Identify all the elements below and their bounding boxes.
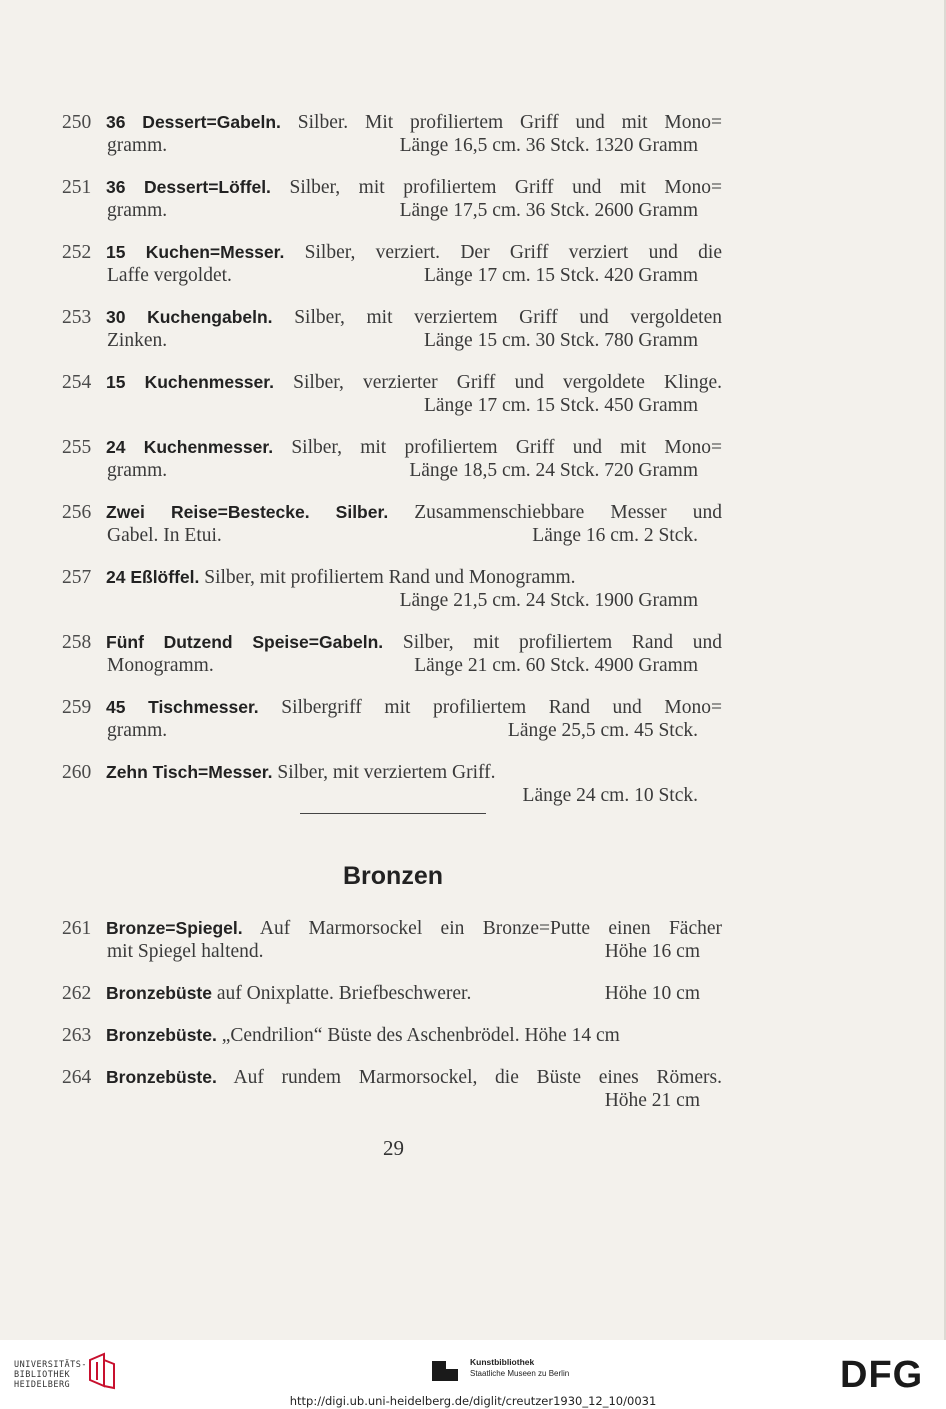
entry-number: 253 [62, 307, 92, 328]
entry-number: 263 [62, 1025, 92, 1046]
catalog-entry [62, 1024, 722, 1047]
entry-title: 36 Dessert=Gabeln. [106, 112, 281, 132]
bronze-entries [62, 917, 722, 1131]
university-library-logo-icon[interactable] [86, 1352, 116, 1390]
catalog-entry [62, 176, 722, 222]
dfg-logo[interactable]: DFG [840, 1354, 924, 1396]
section-title: Bronzen [343, 862, 443, 890]
entry-title: Bronze=Spiegel. [106, 918, 243, 938]
entry-title: 24 Kuchenmesser. [106, 437, 274, 457]
entry-measure: Länge 18,5 cm. 24 Stck. 720 Gramm [409, 460, 698, 481]
footer-bar [0, 1340, 946, 1409]
entry-number: 250 [62, 112, 92, 133]
catalog-entry [62, 982, 722, 1005]
kunstbibliothek-sub: Staatliche Museen zu Berlin [470, 1369, 570, 1378]
entry-title: Bronzebüste [106, 983, 212, 1003]
entry-continuation: gramm. [107, 460, 168, 481]
entry-measure: Länge 17 cm. 15 Stck. 420 Gramm [423, 265, 698, 286]
entry-title: Fünf Dutzend Speise=Gabeln. [106, 632, 384, 652]
entry-description: „Cendrilion“ Büste des Aschenbrödel. Höhe 14 cm [221, 1025, 620, 1046]
entry-measure: Länge 21 cm. 60 Stck. 4900 Gramm [414, 655, 698, 676]
entry-title: 15 Kuchen=Messer. [106, 242, 285, 262]
entry-continuation: Zinken. [107, 330, 168, 351]
catalog-entry [62, 761, 722, 807]
entry-number: 258 [62, 632, 92, 653]
entry-description: Silber, mit verziertem Griff. [277, 762, 496, 783]
entry-number: 257 [62, 567, 92, 588]
entry-description: Silbergriff mit profiliertem Rand und Mono= [281, 697, 723, 718]
entry-measure: Höhe 10 cm [604, 983, 700, 1004]
kunstbibliothek-link[interactable] [432, 1357, 632, 1387]
catalog-entry [62, 566, 722, 612]
catalog-entry [62, 917, 722, 963]
catalog-entry [62, 436, 722, 482]
entry-title: 45 Tischmesser. [106, 697, 259, 717]
entry-number: 259 [62, 697, 92, 718]
catalog-entry [62, 371, 722, 417]
entry-title: 36 Dessert=Löffel. [106, 177, 271, 197]
entry-description: Silber, mit profiliertem Griff und mit Mono= [291, 437, 723, 458]
entry-number: 255 [62, 437, 92, 458]
entry-description: Silber, verzierter Griff und vergoldete Klinge. [293, 372, 723, 393]
entry-continuation: gramm. [107, 135, 168, 156]
catalog-entry [62, 111, 722, 157]
entry-description: Silber, mit profiliertem Griff und mit Mono= [289, 177, 723, 198]
university-library-label[interactable]: UNIVERSITÄTS- BIBLIOTHEK HEIDELBERG [14, 1360, 88, 1390]
entry-title: Zwei Reise=Bestecke. Silber. [106, 502, 389, 522]
entry-number: 262 [62, 983, 92, 1004]
entry-continuation: mit Spiegel haltend. [107, 941, 264, 962]
kunstbibliothek-name: Kunstbibliothek [470, 1357, 535, 1367]
entry-description: Silber, mit profiliertem Rand und [402, 632, 723, 653]
entry-measure: Länge 21,5 cm. 24 Stck. 1900 Gramm [399, 590, 698, 611]
entry-number: 256 [62, 502, 92, 523]
entry-title: Bronzebüste. [106, 1025, 217, 1045]
catalog-entry [62, 696, 722, 742]
entry-number: 261 [62, 918, 92, 939]
entry-measure: Länge 25,5 cm. 45 Stck. [507, 720, 698, 741]
catalog-entry [62, 241, 722, 287]
entry-description: auf Onixplatte. Briefbeschwerer. [216, 983, 472, 1004]
entry-description: Zusammenschiebbare Messer und [414, 502, 722, 523]
entry-title: 24 Eßlöffel. [106, 567, 200, 587]
catalog-entry [62, 631, 722, 677]
section-divider [300, 813, 486, 814]
entry-description: Auf Marmorsockel ein Bronze=Putte einen Fächer [259, 918, 722, 939]
entry-continuation: Laffe vergoldet. [107, 265, 232, 286]
entry-description: Silber. Mit profiliertem Griff und mit Mono= [297, 112, 723, 133]
entry-measure: Länge 15 cm. 30 Stck. 780 Gramm [423, 330, 698, 351]
entry-number: 252 [62, 242, 92, 263]
entry-number: 264 [62, 1067, 92, 1088]
entry-measure: Höhe 21 cm [604, 1090, 700, 1111]
entry-title: Bronzebüste. [106, 1067, 217, 1087]
entry-measure: Länge 17,5 cm. 36 Stck. 2600 Gramm [399, 200, 698, 221]
entry-measure: Länge 16 cm. 2 Stck. [532, 525, 698, 546]
entry-description: Silber, mit verziertem Griff und vergoldeten [294, 307, 723, 328]
entry-title: Zehn Tisch=Messer. [106, 762, 273, 782]
catalog-entry [62, 501, 722, 547]
entry-measure: Höhe 16 cm [604, 941, 700, 962]
entry-number: 260 [62, 762, 92, 783]
entry-continuation: Monogramm. [107, 655, 214, 676]
entry-description: Silber, verziert. Der Griff verziert und die [304, 242, 722, 263]
page-url[interactable]: http://digi.ub.uni-heidelberg.de/diglit/creutzer1930_12_10/0031 [289, 1394, 657, 1408]
entry-number: 251 [62, 177, 92, 198]
entry-continuation: Gabel. In Etui. [107, 525, 222, 546]
catalog-entry [62, 1066, 722, 1112]
entry-measure: Länge 24 cm. 10 Stck. [522, 785, 698, 806]
entry-measure: Länge 17 cm. 15 Stck. 450 Gramm [423, 395, 698, 416]
entry-title: 15 Kuchenmesser. [106, 372, 274, 392]
catalog-entry [62, 306, 722, 352]
entry-title: 30 Kuchengabeln. [106, 307, 273, 327]
kunstbibliothek-logo-icon [432, 1357, 458, 1383]
entry-number: 254 [62, 372, 92, 393]
entry-continuation: gramm. [107, 200, 168, 221]
entry-description: Auf rundem Marmorsockel, die Büste eines Römers. [233, 1067, 722, 1088]
entry-measure: Länge 16,5 cm. 36 Stck. 1320 Gramm [399, 135, 698, 156]
entry-description: Silber, mit profiliertem Rand und Monogramm. [204, 567, 576, 588]
silver-entries [62, 111, 722, 826]
page-number: 29 [383, 1136, 404, 1160]
entry-continuation: gramm. [107, 720, 168, 741]
